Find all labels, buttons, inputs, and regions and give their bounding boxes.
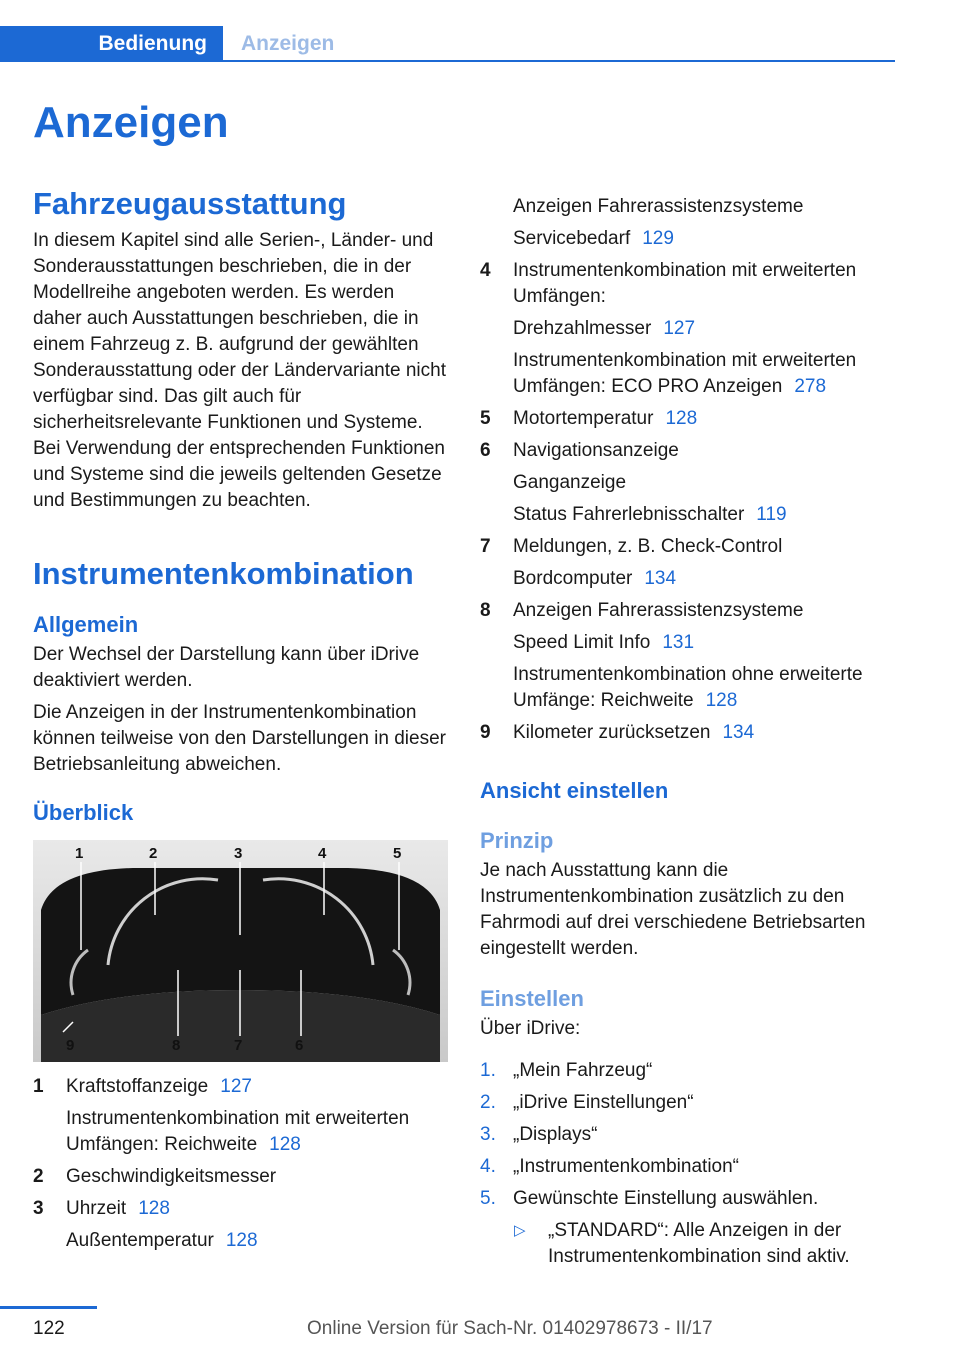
page-reference-link[interactable]: 128 xyxy=(665,408,698,429)
subsection-title-prinzip: Prinzip xyxy=(480,828,554,853)
page-number: 122 xyxy=(33,1318,65,1339)
overview-item-text: Anzeigen Fahrerassistenzsysteme xyxy=(513,196,804,217)
page-reference-link[interactable]: 129 xyxy=(642,228,674,249)
overview-item-text: Geschwindigkeitsmesser xyxy=(66,1166,277,1187)
overview-item-line xyxy=(513,258,895,310)
page-reference-link[interactable]: 119 xyxy=(756,504,787,525)
step-number: 5. xyxy=(480,1188,496,1209)
einstellen-step-2 xyxy=(480,1090,895,1116)
figure-label-4: 4 xyxy=(318,845,327,862)
step-text: „Displays“ xyxy=(513,1124,598,1145)
overview-item-line xyxy=(66,1074,448,1100)
step-text: „Mein Fahrzeug“ xyxy=(513,1060,653,1081)
overview-list-right xyxy=(480,194,895,752)
overview-item-2 xyxy=(33,1164,448,1190)
overview-item-line xyxy=(513,348,895,400)
overview-item-number: 1 xyxy=(33,1076,44,1097)
overview-item-number: 9 xyxy=(480,722,491,743)
overview-item-3-continued xyxy=(480,226,895,252)
section-body-fahrzeugausstattung: In diesem Kapitel sind alle Serien-, Länder- und Sonderausstattungen beschrieben, die in der Modellreihe angeboten werden. Es werden daher auch Ausstattungen beschrieben, die in einem Fahrzeug z. B. aufgrund der gewählten Sonderausstattung oder der Ländervariante nicht verfügbar sind. Das gilt auch für sicherheitsrelevante Funktionen und Systeme. Bei Verwendung der entsprechenden Funktionen und Systeme sind die jeweils geltenden Gesetze und Bestimmungen zu beachten. xyxy=(33,230,446,511)
section-ansicht-einstellen xyxy=(480,778,895,804)
page-reference-link[interactable]: 134 xyxy=(644,568,677,589)
overview-item-line xyxy=(66,1164,448,1190)
bullet-text: „STANDARD“: Alle Anzeigen in der Instrumentenkombination sind aktiv. xyxy=(548,1220,850,1267)
overview-item-text: Speed Limit Info xyxy=(513,632,651,653)
overview-item-number: 2 xyxy=(33,1166,44,1187)
overview-item-line xyxy=(513,630,895,656)
overview-item-line xyxy=(513,534,895,560)
subsection-title-ueberblick: Überblick xyxy=(33,800,134,825)
step-text: „iDrive Einstellungen“ xyxy=(513,1092,694,1113)
page-reference-link[interactable]: 128 xyxy=(705,690,738,711)
step-text: „Instrumentenkombination“ xyxy=(513,1156,739,1177)
overview-item-line xyxy=(513,406,895,432)
overview-item-line xyxy=(66,1106,448,1158)
prinzip-body: Je nach Ausstattung kann die Instrumentenkombination zusätzlich zu den Fahrmodi auf drei verschiedene Betriebsarten eingestellt werden. xyxy=(480,860,866,959)
section-title-ansicht-einstellen: Ansicht einstellen xyxy=(480,778,669,803)
section-title-instrumentenkombination: Instrumentenkombination xyxy=(33,556,414,591)
einstellen-steps xyxy=(480,1058,895,1218)
page-reference-link[interactable]: 127 xyxy=(663,318,696,339)
overview-item-text: Instrumentenkombination mit erweiterten Umfängen: xyxy=(513,260,857,307)
page-reference-link[interactable]: 134 xyxy=(722,722,755,743)
allgemein-paragraph-1: Der Wechsel der Darstellung kann über iDrive deaktiviert werden. xyxy=(33,644,420,691)
instrument-cluster-figure xyxy=(33,840,448,1062)
overview-item-line xyxy=(513,566,895,592)
step-number: 3. xyxy=(480,1124,496,1145)
overview-item-text: Ganganzeige xyxy=(513,472,627,493)
subsection-prinzip xyxy=(480,828,895,962)
overview-item-text: Bordcomputer xyxy=(513,568,633,589)
overview-item-text: Uhrzeit xyxy=(66,1198,127,1219)
overview-item-7 xyxy=(480,534,895,592)
einstellen-bullet xyxy=(480,1218,895,1270)
overview-item-text: Servicebedarf xyxy=(513,228,631,249)
overview-item-number: 8 xyxy=(480,600,491,621)
overview-item-1 xyxy=(33,1074,448,1158)
overview-item-text: Instrumentenkombination ohne erweiterte Umfänge: Reichweite xyxy=(513,664,863,711)
overview-item-text: Anzeigen Fahrerassistenzsysteme xyxy=(513,600,804,621)
subsection-title-einstellen: Einstellen xyxy=(480,986,584,1011)
page-reference-link[interactable]: 128 xyxy=(269,1134,301,1155)
section-instrumentenkombination xyxy=(33,556,448,592)
overview-item-line xyxy=(513,720,895,746)
overview-item-8 xyxy=(480,598,895,714)
tab-bedienung[interactable]: Bedienung xyxy=(0,26,223,62)
figure-label-3: 3 xyxy=(234,845,243,862)
page-reference-link[interactable]: 128 xyxy=(225,1230,258,1251)
header-divider xyxy=(0,60,895,62)
einstellen-step-3 xyxy=(480,1122,895,1148)
triangle-bullet-icon: ▷ xyxy=(514,1222,526,1239)
overview-item-9 xyxy=(480,720,895,746)
einstellen-intro: Über iDrive: xyxy=(480,1018,581,1039)
page-reference-link[interactable]: 278 xyxy=(794,376,827,397)
step-text: Gewünschte Einstellung auswählen. xyxy=(513,1188,819,1209)
overview-item-text: Motortemperatur xyxy=(513,408,654,429)
overview-item-number: 7 xyxy=(480,536,491,557)
overview-item-text: Kraftstoffanzeige xyxy=(66,1076,209,1097)
overview-item-text: Meldungen, z. B. Check-Control xyxy=(513,536,783,557)
overview-item-3 xyxy=(33,1196,448,1254)
einstellen-step-1 xyxy=(480,1058,895,1084)
figure-label-5: 5 xyxy=(393,845,402,862)
overview-item-line xyxy=(513,438,895,464)
overview-item-3-continued xyxy=(480,194,895,220)
overview-item-6 xyxy=(480,438,895,528)
page-reference-link[interactable]: 128 xyxy=(138,1198,170,1219)
step-number: 2. xyxy=(480,1092,496,1113)
overview-item-line xyxy=(513,316,895,342)
overview-item-5 xyxy=(480,406,895,432)
einstellen-step-5 xyxy=(480,1186,895,1212)
einstellen-step-4 xyxy=(480,1154,895,1180)
section-title-fahrzeugausstattung: Fahrzeugausstattung xyxy=(33,186,347,221)
overview-item-line xyxy=(513,502,895,528)
overview-item-number: 6 xyxy=(480,440,491,461)
subsection-title-allgemein: Allgemein xyxy=(33,612,139,637)
overview-item-text: Drehzahlmesser xyxy=(513,318,652,339)
step-number: 4. xyxy=(480,1156,496,1177)
allgemein-paragraph-2: Die Anzeigen in der Instrumentenkombination können teilweise von den Darstellungen in dieser Betriebsanleitung abweichen. xyxy=(33,702,446,775)
figure-label-6: 6 xyxy=(295,1037,304,1054)
overview-item-line xyxy=(66,1196,448,1222)
page-title: Anzeigen xyxy=(33,98,229,147)
page-reference-link[interactable]: 131 xyxy=(662,632,695,653)
overview-item-line xyxy=(513,662,895,714)
overview-item-line xyxy=(513,598,895,624)
overview-item-text: Navigationsanzeige xyxy=(513,440,679,461)
overview-item-number: 3 xyxy=(33,1198,44,1219)
subsection-allgemein xyxy=(33,612,448,778)
overview-item-text: Kilometer zurücksetzen xyxy=(513,722,711,743)
overview-item-line xyxy=(66,1228,448,1254)
subsection-ueberblick xyxy=(33,800,448,826)
instrument-cluster-illustration xyxy=(33,840,448,1062)
overview-item-text: Instrumentenkombination mit erweiterten Umfängen: ECO PRO Anzeigen xyxy=(513,350,857,397)
figure-label-9: 9 xyxy=(66,1037,75,1054)
figure-label-8: 8 xyxy=(172,1037,181,1054)
overview-list-left xyxy=(33,1074,448,1260)
overview-item-number: 5 xyxy=(480,408,491,429)
online-version-note: Online Version für Sach-Nr. 01402978673 - II/17 xyxy=(307,1318,713,1339)
header-tabs xyxy=(0,26,350,62)
section-fahrzeugausstattung xyxy=(33,186,448,514)
step-number: 1. xyxy=(480,1060,496,1081)
overview-item-text: Status Fahrerlebnisschalter xyxy=(513,504,745,525)
figure-label-7: 7 xyxy=(234,1037,243,1054)
page-reference-link[interactable]: 127 xyxy=(220,1076,252,1097)
overview-item-line xyxy=(513,470,895,496)
figure-label-2: 2 xyxy=(149,845,158,862)
figure-label-1: 1 xyxy=(75,845,84,862)
subsection-einstellen xyxy=(480,986,895,1042)
overview-item-number: 4 xyxy=(480,260,491,281)
tab-anzeigen[interactable]: Anzeigen xyxy=(241,32,335,55)
footer-divider xyxy=(0,1306,97,1309)
overview-item-text: Instrumentenkombination mit erweiterten Umfängen: Reichweite xyxy=(66,1108,410,1155)
overview-item-4 xyxy=(480,258,895,400)
overview-item-text: Außentemperatur xyxy=(66,1230,214,1251)
